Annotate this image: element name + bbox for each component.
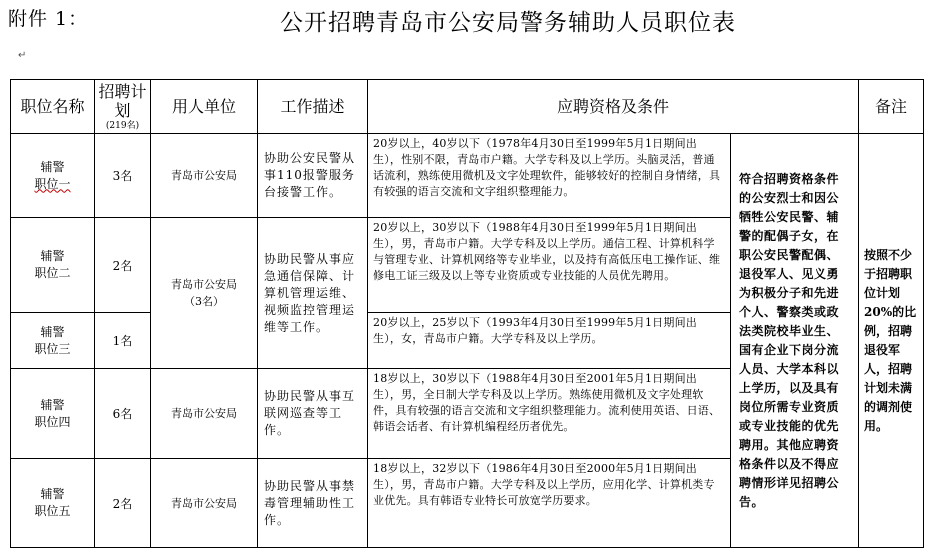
header-unit: 用人单位 [151,80,258,134]
qualification-cell: 18岁以上，30岁以下（1988年4月30日至2001年5月1日期间出生），男，全日制大学专科及以上学历。熟练使用微机及文字处理软件，具有较强的语言交流和文字组织整理能力。流利使用英语、日语、韩语会话者、有计算机编程经历者优先。 [368,369,731,459]
remarks-cell: 按照不少于招聘职位计划20%的比例，招聘退役军人，招聘计划未满的调剂使用。 [859,134,924,548]
position-cell: 辅警 职位二 [11,218,95,313]
position-cell: 辅警 职位三 [11,313,95,369]
position-cell: 辅警 职位五 [11,459,95,548]
count-cell: 3名 [95,134,151,218]
header-remarks: 备注 [859,80,924,134]
count-cell: 2名 [95,218,151,313]
qualification-cell: 20岁以上，40岁以下（1978年4月30日至1999年5月1日期间出生），性别不限，青岛市户籍。大学专科及以上学历。头脑灵活，普通话流利，熟练使用微机及文字处理软件，能够较好的控制自身情绪，具有较强的语言交流和文字组织整理能力。 [368,134,731,218]
qualification-cell: 20岁以上，25岁以下（1993年4月30日至1999年5月1日期间出生），女，青岛市户籍。大学专科及以上学历。 [368,313,731,369]
work-cell: 协助公安民警从事110报警服务台接警工作。 [258,134,368,218]
positions-table [10,79,924,548]
header-plan-total: (219名) [105,120,140,131]
position-cell: 辅警 职位一 [11,134,95,218]
work-cell: 协助民警从事禁毒管理辅助性工作。 [258,459,368,548]
header-row [11,80,924,134]
paragraph-mark-icon: ↵ [18,50,27,61]
page-title: 公开招聘青岛市公安局警务辅助人员职位表 [280,10,736,36]
unit-cell: 青岛市公安局 [151,459,258,548]
unit-cell: 青岛市公安局 [151,369,258,459]
unit-cell: 青岛市公安局 （3名） [151,218,258,369]
extra-conditions-cell: 符合招聘资格条件的公安烈士和因公牺牲公安民警、辅警的配偶子女，在职公安民警配偶、退役军人、见义勇为积极分子和先进个人、警察类或政法类院校毕业生、国有企业下岗分流人员、大学本科以上学历，以及具有岗位所需专业资质或专业技能的优先聘用。其他应聘资格条件以及不得应聘情形详见招聘公告。 [731,134,859,548]
qualification-cell: 18岁以上，32岁以下（1986年4月30日至2000年5月1日期间出生），男，青岛市户籍。大学专科及以上学历，应用化学、计算机类专业优先。具有韩语专业特长可放宽学历要求。 [368,459,731,548]
work-cell: 协助民警从事互联网巡查等工作。 [258,369,368,459]
qualification-cell: 20岁以上，30岁以下（1988年4月30日至1999年5月1日期间出生），男，青岛市户籍。大学专科及以上学历。通信工程、计算机科学与管理专业、计算机网络等专业毕业，以及持有高低压电工操作证、维修电工证三级及以上等专业资质或专业技能的人员优先聘用。 [368,218,731,313]
attachment-label: 附件 1： [8,8,89,30]
table-row [11,134,924,218]
count-cell: 1名 [95,313,151,369]
count-cell: 6名 [95,369,151,459]
header-plan: 招聘计划 (219名) [95,80,151,134]
header-work: 工作描述 [258,80,368,134]
header-qualifications: 应聘资格及条件 [368,80,859,134]
work-cell: 协助民警从事应急通信保障、计算机管理运维、视频监控管理运维等工作。 [258,218,368,369]
count-cell: 2名 [95,459,151,548]
position-cell: 辅警 职位四 [11,369,95,459]
unit-cell: 青岛市公安局 [151,134,258,218]
header-position: 职位名称 [11,80,95,134]
